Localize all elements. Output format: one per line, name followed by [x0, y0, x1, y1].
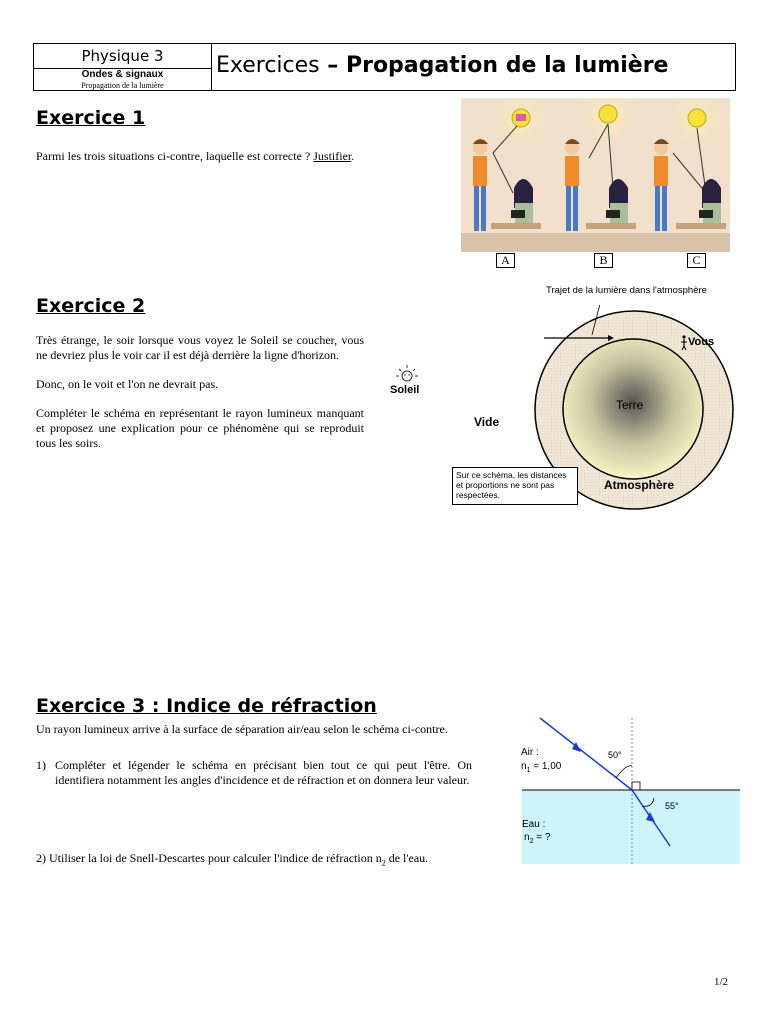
ex1-question-end: . — [351, 149, 355, 163]
q2-text-after: de l'eau. — [385, 851, 429, 865]
ex2-text — [36, 333, 364, 465]
course-name: Physique 3 — [34, 44, 211, 69]
angle-55-label: 55° — [665, 801, 679, 811]
q2-subscript: 2 — [381, 858, 386, 868]
module-subtitle: Propagation de la lumière — [81, 81, 164, 90]
angle-50-label: 50° — [608, 750, 622, 760]
header-box — [33, 43, 736, 91]
q1-text: Compléter et légender le schéma en précisant bien tout ce qui peut l'être. On identifiera notamment les angles d'incidence et de réfraction et on donnera leur valeur. — [55, 758, 472, 787]
angle-50-arc — [616, 766, 632, 778]
terre-label: Terre — [616, 398, 644, 412]
page-title — [216, 53, 668, 78]
n2-subscript: 2 — [529, 838, 534, 845]
q1-number: 1) — [36, 758, 46, 772]
scale-note-box — [452, 467, 578, 505]
sun-icon — [396, 364, 418, 384]
title-part2: Propagation de la lumière — [345, 53, 669, 78]
soleil-label: Soleil — [390, 384, 420, 396]
vide-label: Vide — [474, 415, 500, 429]
title-dash: – — [319, 53, 346, 78]
label-c: C — [687, 253, 706, 268]
n2-label — [524, 832, 550, 845]
module-name: Ondes & signaux — [81, 69, 164, 80]
header-left-cell — [34, 44, 212, 90]
water-area — [522, 790, 740, 864]
eau-label: Eau : — [522, 819, 546, 830]
refraction-diagram — [518, 712, 743, 867]
n1-value: = 1,00 — [530, 761, 562, 772]
n1-label — [521, 761, 561, 774]
page-number: 1/2 — [714, 976, 729, 988]
ex3-question-2 — [36, 851, 476, 870]
ex2-title: Exercice 2 — [36, 295, 146, 317]
ex3-title: Exercice 3 : Indice de réfraction — [36, 695, 377, 717]
note-line-3: respectées. — [456, 490, 500, 500]
ex1-question-text: Parmi les trois situations ci-contre, laquelle est correcte ? — [36, 149, 314, 163]
ex1-question — [36, 149, 396, 164]
note-line-1: Sur ce schéma, les distances — [456, 470, 567, 480]
ex3-question-1 — [36, 758, 472, 788]
n2-value: = ? — [533, 832, 551, 843]
n1-subscript: 1 — [526, 767, 531, 774]
n2-symbol: n — [524, 832, 530, 843]
ex1-illustration — [461, 98, 730, 272]
q2-text-before: 2) Utiliser la loi de Snell-Descartes pour calculer l'indice de réfraction n — [36, 851, 382, 865]
ex1-justifier: Justifier — [313, 149, 352, 163]
n1-symbol: n — [521, 761, 527, 772]
atmosphere-label: Atmosphère — [604, 478, 675, 492]
light-path-label: Trajet de la lumière dans l'atmosphère — [546, 285, 707, 296]
title-part1: Exercices — [216, 53, 320, 78]
vous-label: Vous — [688, 336, 715, 348]
ex2-paragraph-3: Compléter le schéma en représentant le rayon lumineux manquant et proposez une explication pour ce phénomène qui se reproduit tous les soirs. — [36, 406, 364, 450]
ex3-intro: Un rayon lumineux arrive à la surface de séparation air/eau selon le schéma ci-contre. — [36, 722, 448, 736]
label-a: A — [496, 253, 515, 268]
ex1-title: Exercice 1 — [36, 107, 146, 129]
ex2-paragraph-2: Donc, on le voit et l'on ne devrait pas. — [36, 377, 219, 391]
label-b: B — [594, 253, 613, 268]
note-line-2: et proportions ne sont pas — [456, 480, 555, 490]
ex2-paragraph-1: Très étrange, le soir lorsque vous voyez le Soleil se coucher, vous ne devriez plus le voir car il est déjà derrière la ligne d'horizon. — [36, 333, 364, 362]
air-label: Air : — [521, 747, 539, 758]
